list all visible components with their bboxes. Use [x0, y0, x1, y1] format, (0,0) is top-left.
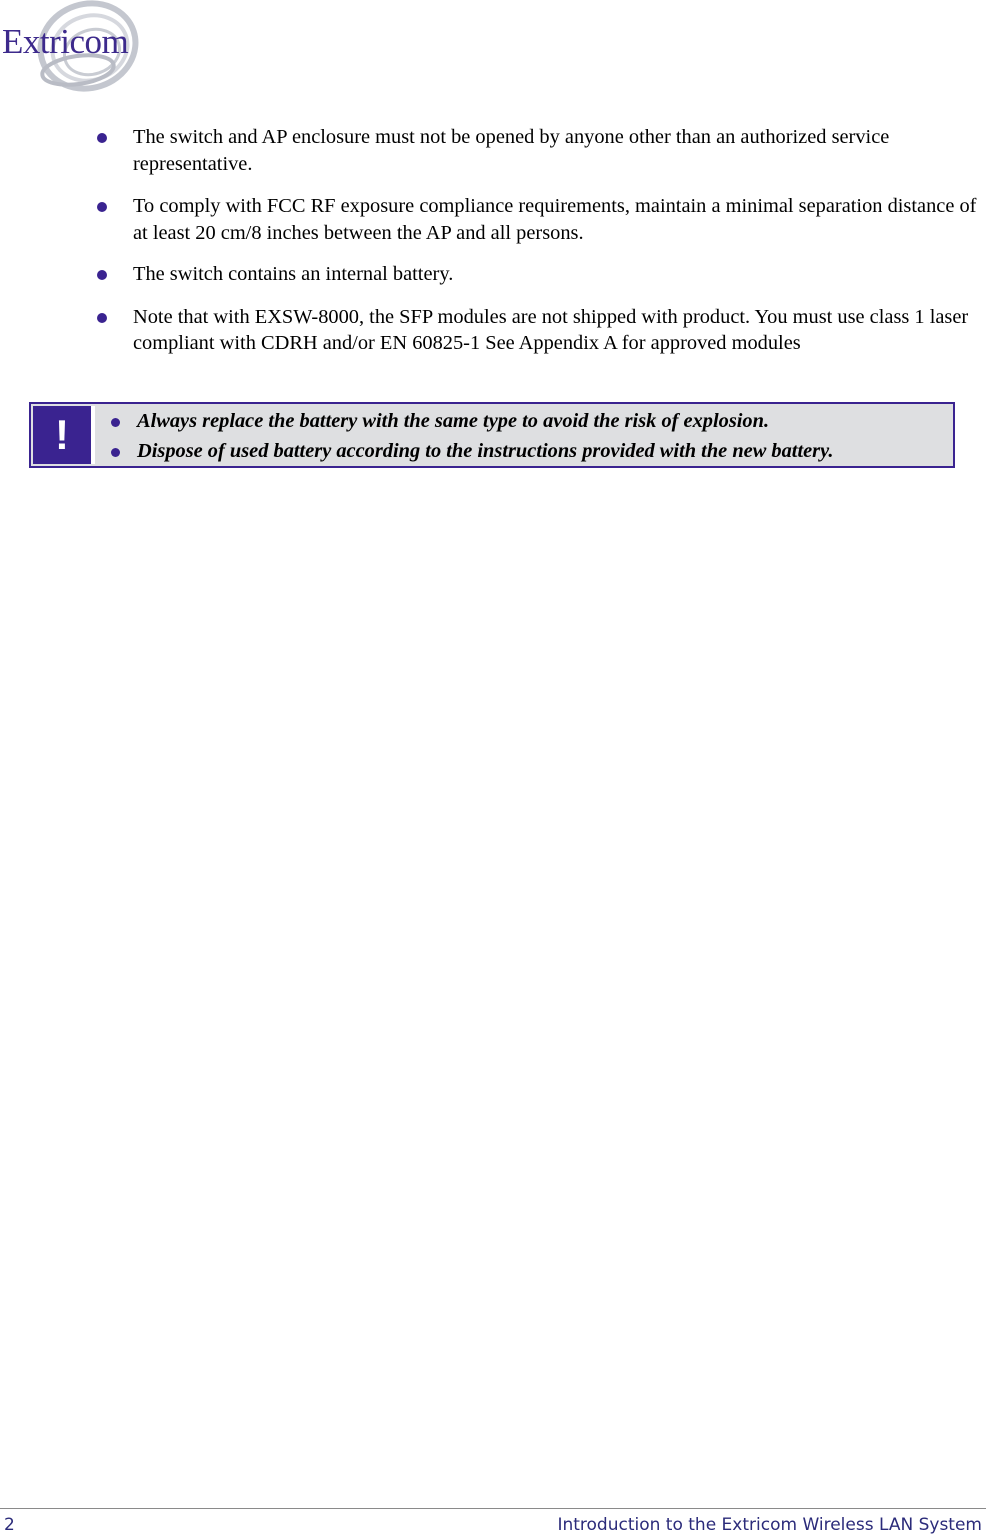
warning-item	[111, 436, 834, 466]
footer-divider	[0, 1508, 986, 1509]
bullet-icon	[97, 202, 107, 212]
safety-bullet-list	[0, 124, 986, 372]
list-item	[0, 193, 986, 246]
list-item	[0, 304, 986, 357]
exclamation-icon: !	[55, 411, 69, 458]
warning-list	[111, 406, 834, 466]
bullet-icon	[111, 418, 120, 427]
warning-callout	[29, 402, 955, 468]
bullet-icon	[97, 313, 107, 323]
bullet-icon	[111, 448, 120, 457]
warning-item-text: Always replace the battery with the same type to avoid the risk of explosion.	[137, 410, 770, 432]
footer-title: Introduction to the Extricom Wireless LAN System	[557, 1515, 982, 1535]
list-item-text: Note that with EXSW-8000, the SFP modules are not shipped with product. You must use class 1 laser compliant with CDRH and/or EN 60825-1 See Appendix A for approved modules	[133, 305, 969, 354]
extricom-logo	[0, 0, 140, 96]
bullet-icon	[97, 133, 107, 143]
warning-icon-cell	[33, 406, 95, 464]
list-item-text: To comply with FCC RF exposure compliance requirements, maintain a minimal separation distance of at least 20 cm/8 inches between the AP and all persons.	[133, 195, 977, 244]
list-item-text: The switch and AP enclosure must not be opened by anyone other than an authorized service representative.	[133, 126, 890, 175]
bullet-icon	[97, 270, 107, 280]
logo-wordmark: Extricom	[2, 22, 129, 61]
list-item	[0, 261, 986, 288]
list-item	[0, 124, 986, 177]
warning-item	[111, 406, 834, 436]
warning-item-text: Dispose of used battery according to the instructions provided with the new battery.	[137, 440, 834, 462]
list-item-text: The switch contains an internal battery.	[133, 263, 454, 285]
page-number: 2	[4, 1515, 15, 1535]
